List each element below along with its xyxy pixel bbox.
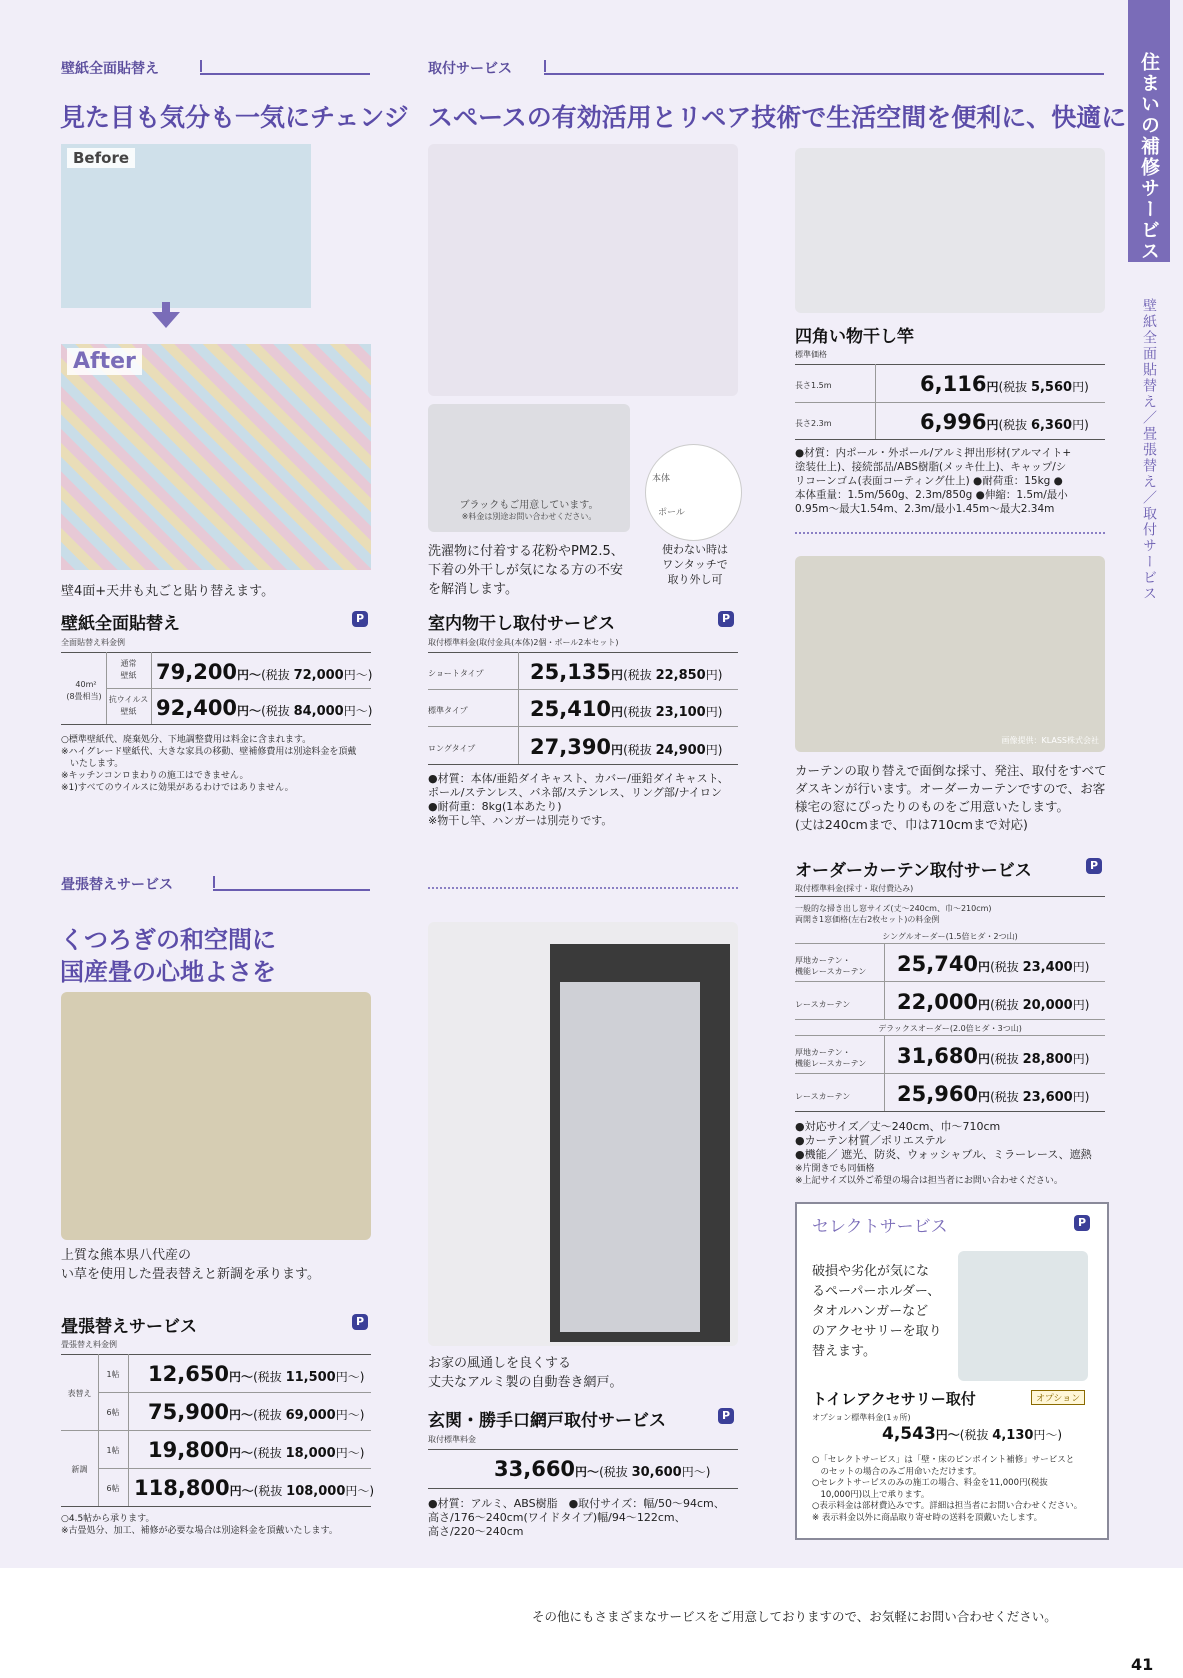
curtain-specs: ●対応サイズ／丈～240cm、巾～710cm ●カーテン材質／ポリエステル ●機能／ 遮光、防炎、ウォッシャブル、ミラーレース、遮熱 (795, 1120, 1092, 1161)
arrow-stem (162, 302, 170, 314)
table-rule (795, 1035, 1105, 1036)
curtain-price-single-lace: 22,000円(税抜 20,000円) (897, 990, 1090, 1014)
table-rule (795, 1073, 1105, 1074)
table-rule (428, 652, 738, 653)
laundry-caption: 洗濯物に付着する花粉やPM2.5、 下着の外干しが気になる方の不安 を解消します。 (428, 544, 624, 597)
screen-door-specs: ●材質：アルミ、ABS樹脂 ●取付サイズ：幅/50～94cm、 高さ/176～240cm(ワイドタイプ)幅/94～122cm、 高さ/220～240cm (428, 1497, 725, 1538)
table-rule (61, 1506, 371, 1507)
dotted-divider (795, 532, 1105, 534)
p-badge: P (718, 1408, 734, 1424)
table-rule (61, 724, 371, 725)
select-caption: 破損や劣化が気にな るペーパーホルダー、 タオルハンガーなど のアクセサリーを取り 替えます。 (812, 1264, 942, 1359)
p-badge: P (352, 611, 368, 627)
screen-door-title: 玄関・勝手口網戸取付サービス (428, 1411, 666, 1431)
tatami-headline-line1: くつろぎの和空間に (60, 926, 276, 954)
side-tab-title: 住まいの補修サービス (1138, 52, 1160, 262)
dotted-divider (428, 887, 738, 889)
table-vrule (518, 652, 519, 764)
table-rule (795, 1019, 1105, 1020)
curtain-caption: カーテンの取り替えで面倒な採寸、発注、取付をすべて ダスキンが行います。オーダーカーテンですので、お客 様宅の窓にぴったりのものをご用意いたします。 (丈は240cmまで、巾は710cmまで対応) (795, 763, 1107, 832)
photo-credit: 画像提供：KLASS株式会社 (1001, 736, 1099, 745)
tatami-caption: 上質な熊本県八代産の い草を使用した畳表替えと新調を承ります。 (61, 1248, 320, 1282)
section-divider (200, 73, 370, 75)
toilet-accessory-price: 4,543円～(税抜 4,130円～) (882, 1424, 1063, 1444)
curtain-price-deluxe-lace: 25,960円(税抜 23,600円) (897, 1082, 1090, 1106)
table-rule (795, 439, 1105, 440)
before-photo (61, 144, 311, 308)
after-photo (61, 344, 371, 570)
table-rule (61, 1354, 371, 1355)
table-rule (795, 943, 1105, 944)
wallpaper-price-standard: 79,200円～(税抜 72,000円～) (156, 660, 373, 684)
after-label: After (67, 348, 142, 375)
option-badge: オプション (1031, 1390, 1085, 1405)
curtain-size-note: 両開き1窓価格(左右2枚セット)の料金例 (795, 915, 940, 924)
row-label: ショートタイプ (428, 669, 484, 678)
row-label: レースカーテン (795, 1000, 851, 1009)
section-label-wallpaper: 壁紙全面貼替え (61, 61, 159, 77)
install-headline: スペースの有効活用とリペア技術で生活空間を便利に、快適に (428, 103, 1127, 132)
table-rule (428, 1488, 738, 1489)
p-badge: P (718, 611, 734, 627)
row-label: 機能レースカーテン (795, 1059, 867, 1068)
group-label-resurface: 表替え (67, 1389, 92, 1398)
row-label: 標準タイプ (428, 706, 468, 715)
select-notes: ○「セレクトサービス」は「壁・床のピンポイント補修」サービスと のセットの場合のみご用命いただけます。 ○セレクトサービスのみの施工の場合、料金を11,000円(税抜 10,000円)以上で承ります。 ○表示料金は部材費込みです。詳細は担当者にお問い合わせください。 ※ 表示料金以外に商品取り寄せ時の送料を頂戴いたします。 (812, 1455, 1083, 1523)
detach-note: 使わない時は ワンタッチで 取り外し可 (662, 543, 728, 586)
wallpaper-notes: ○標準壁紙代、廃棄処分、下地調整費用は料金に含まれます。 ※ハイグレード壁紙代、大きな家具の移動、壁補修費用は別途料金を頂戴 いたします。 ※キッチンコンロまわりの施工はできません。 ※1)すべてのウイルスに効果があるわけではありません。 (61, 735, 357, 793)
pole-specs: ●材質：内ポール・外ポール/アルミ押出形材(アルマイト+ 塗装仕上)、接続部品/ABS樹脂(メッキ仕上)、キャップ/シ リコーンゴム(表面コーティング仕上) ●耐荷重：15kg ● 本体重量：1.5m/560g、2.3m/850g ●伸縮：1.5m/最小 0.95m～最大1.54m、2.3m/最小1.45m～最大2.34m (795, 447, 1072, 515)
screen-door-caption: お家の風通しを良くする 丈夫なアルミ製の自動巻き網戸。 (428, 1356, 623, 1390)
select-service-heading: セレクトサービス (812, 1217, 948, 1237)
laundry-price-short: 25,135円(税抜 22,850円) (530, 660, 723, 684)
screen-door-subtitle: 取付標準料金 (428, 1435, 476, 1444)
before-label: Before (67, 148, 135, 168)
curtain-price-single-thick: 25,740円(税抜 23,400円) (897, 952, 1090, 976)
table-rule (795, 402, 1105, 403)
tatami-notes: ○4.5帖から承ります。 ※古畳処分、加工、補修が必要な場合は別途料金を頂戴いたします。 (61, 1514, 338, 1536)
footer-text: その他にもさまざまなサービスをご用意しておりますので、お気軽にお問い合わせください。 (532, 1609, 1057, 1624)
wallpaper-headline: 見た目も気分も一気にチェンジ (60, 103, 409, 132)
side-tab (1128, 0, 1170, 262)
row-label: 通常 (120, 659, 137, 668)
row-label: 厚地カーテン・ (795, 1048, 851, 1057)
toilet-accessory-subtitle: オプション標準料金(1ヵ所) (812, 1413, 911, 1422)
table-rule (61, 652, 371, 653)
tatami-price-new-6: 118,800円～(税抜 108,000円～) (134, 1476, 375, 1500)
size-note: (8畳相当) (66, 692, 102, 701)
screen-door-photo (428, 922, 738, 1346)
tatami-subtitle: 畳張替え料金例 (61, 1340, 117, 1349)
section-divider-tick (213, 876, 215, 888)
p-badge: P (1086, 858, 1102, 874)
row-label: 長さ2.3m (795, 419, 832, 428)
curtain-price-deluxe-thick: 31,680円(税抜 28,800円) (897, 1044, 1090, 1068)
curtain-notes: ※片開きでも同価格 ※上記サイズ以外ご希望の場合は担当者にお問い合わせください。 (795, 1164, 1063, 1186)
row-label: 抗ウイルス (108, 695, 149, 704)
row-label: 1帖 (106, 1370, 120, 1379)
curtain-photo (795, 556, 1105, 752)
table-rule (98, 1468, 371, 1469)
arrow-down-icon (152, 312, 180, 328)
row-label: 6帖 (106, 1484, 120, 1493)
black-laundry-photo (428, 404, 630, 532)
table-rule (795, 364, 1105, 365)
laundry-price-long: 27,390円(税抜 24,900円) (530, 735, 723, 759)
laundry-title: 室内物干し取付サービス (428, 614, 615, 634)
tatami-price-new-1: 19,800円～(税抜 18,000円～) (148, 1438, 365, 1462)
table-rule (428, 764, 738, 765)
row-label: 厚地カーテン・ (795, 956, 851, 965)
part-label-body: 本体 (652, 474, 671, 484)
section-label-install: 取付サービス (428, 61, 512, 77)
section-divider (213, 889, 370, 891)
tatami-headline-line2: 国産畳の心地よさを (60, 958, 276, 986)
table-rule (795, 981, 1105, 982)
pole-price-1-5m: 6,116円(税抜 5,560円) (920, 372, 1089, 396)
row-label: 壁紙 (120, 671, 137, 680)
table-rule (428, 726, 738, 727)
black-subnote: ※料金は別途お問い合わせください。 (461, 512, 597, 521)
row-label: 長さ1.5m (795, 381, 832, 390)
tatami-price-resurface-6: 75,900円～(税抜 69,000円～) (148, 1400, 365, 1424)
part-label-pole: ポール (658, 508, 685, 518)
p-badge: P (1074, 1215, 1090, 1231)
screen-door-price: 33,660円～(税抜 30,600円～) (494, 1457, 711, 1481)
laundry-price-standard: 25,410円(税抜 23,100円) (530, 697, 723, 721)
toilet-accessory-photo (958, 1251, 1088, 1381)
table-rule (795, 896, 1105, 897)
toilet-accessory-title: トイレアクセサリー取付 (812, 1390, 976, 1408)
pole-photo (795, 148, 1105, 313)
wallpaper-caption: 壁4面+天井も丸ごと貼り替えます。 (61, 584, 275, 599)
tatami-room-photo (61, 992, 371, 1240)
table-rule (106, 688, 371, 689)
table-rule (428, 1449, 738, 1450)
curtain-title: オーダーカーテン取付サービス (795, 861, 1032, 881)
wallpaper-subtitle: 全面貼替え料金例 (61, 638, 125, 647)
pole-price-2-3m: 6,996円(税抜 6,360円) (920, 410, 1089, 434)
row-label: 6帖 (106, 1408, 120, 1417)
group-label-new: 新調 (71, 1465, 88, 1474)
black-note: ブラックもご用意しています。 (459, 500, 599, 511)
pole-title: 四角い物干し竿 (795, 327, 914, 347)
section-divider-tick (200, 60, 202, 72)
table-rule (98, 1392, 371, 1393)
wallpaper-title: 壁紙全面貼替え (61, 614, 180, 634)
section-label-tatami: 畳張替えサービス (61, 877, 173, 893)
section-divider (544, 73, 1104, 75)
row-label: 1帖 (106, 1446, 120, 1455)
laundry-subtitle: 取付標準料金(取付金具(本体)2個・ポール2本セット) (428, 638, 619, 647)
table-rule (428, 689, 738, 690)
screen-panel (560, 982, 700, 1332)
deluxe-order-band: デラックスオーダー(2.0倍ヒダ・3つ山) (878, 1024, 1022, 1033)
single-order-band: シングルオーダー(1.5倍ヒダ・2つ山) (882, 932, 1018, 941)
hanger-detail-circle (645, 444, 742, 541)
table-rule (795, 1111, 1105, 1112)
row-label: 壁紙 (120, 707, 137, 716)
pole-subtitle: 標準価格 (795, 350, 827, 359)
curtain-subtitle: 取付標準料金(採寸・取付費込み) (795, 884, 914, 893)
row-label: 機能レースカーテン (795, 967, 867, 976)
wallpaper-price-antiviral: 92,400円～(税抜 84,000円～) (156, 696, 373, 720)
curtain-size-note: 一般的な掃き出し窓サイズ(丈～240cm、巾～210cm) (795, 904, 992, 913)
laundry-photo (428, 144, 738, 396)
row-label: ロングタイプ (428, 744, 476, 753)
section-divider-tick (544, 60, 546, 72)
size-label: 40m² (75, 680, 97, 689)
p-badge: P (352, 1314, 368, 1330)
tatami-price-resurface-1: 12,650円～(税抜 11,500円～) (148, 1362, 365, 1386)
page-number: 41 (1131, 1655, 1154, 1674)
row-label: レースカーテン (795, 1092, 851, 1101)
laundry-specs: ●材質：本体/亜鉛ダイキャスト、カバー/亜鉛ダイキャスト、 ポール/ステンレス、バネ部/ステンレス、リング部/ナイロン ●耐荷重：8kg(1本あたり) ※物干し竿、ハンガーは別売りです。 (428, 772, 729, 827)
side-tab-subtitle: 壁紙全面貼替え／畳張替え／取付サービス (1141, 298, 1157, 602)
tatami-title: 畳張替えサービス (61, 1317, 197, 1337)
table-rule (61, 1430, 371, 1431)
